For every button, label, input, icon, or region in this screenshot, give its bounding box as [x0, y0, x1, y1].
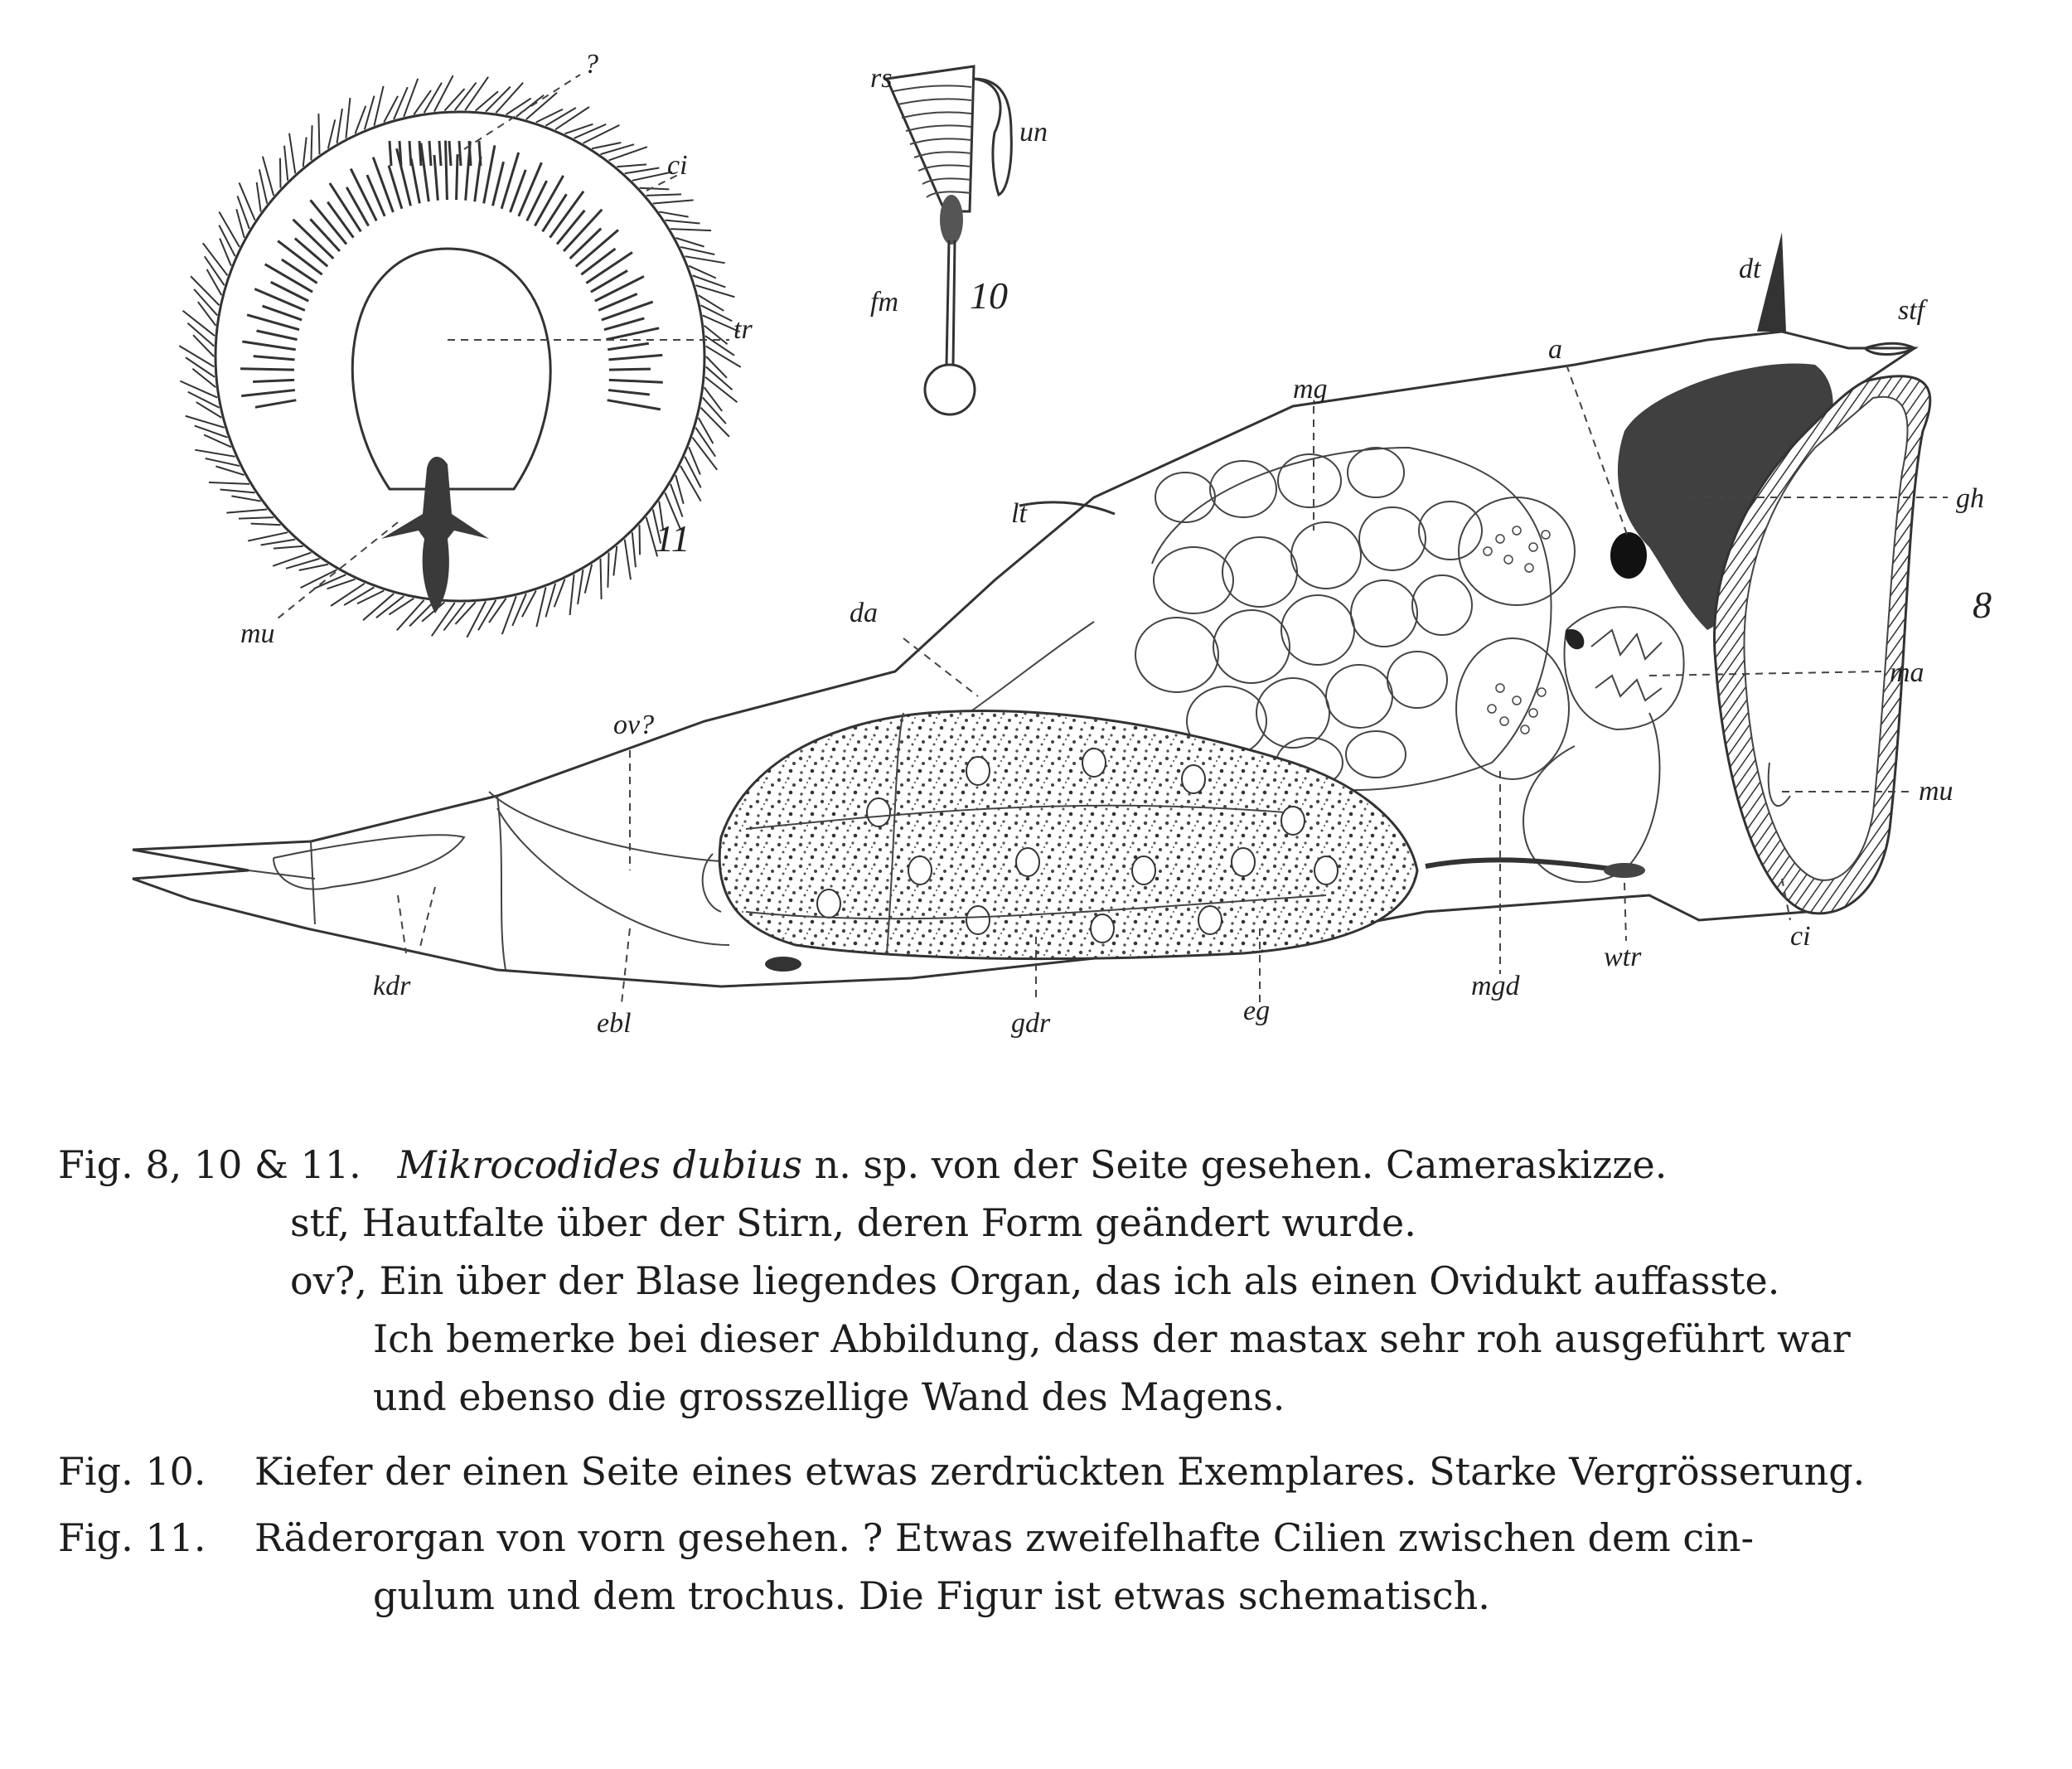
caption-line-4: Ich bemerke bei dieser Abbildung, dass der mastax sehr roh ausgeführt war [373, 1316, 1851, 1361]
label-mgd: mgd [1471, 971, 1520, 1001]
jaw-ridges [893, 85, 971, 197]
label-a: a [1548, 334, 1562, 365]
mouth-funnel [381, 457, 489, 613]
gastric-gland-upper [1459, 497, 1575, 605]
label-ci: ci [667, 150, 688, 181]
figure-11 [179, 49, 753, 649]
label-tr: tr [733, 314, 753, 345]
label-dt: dt [1739, 254, 1761, 284]
figure-10 [870, 63, 1048, 414]
caption-line-1 [58, 1136, 1667, 1194]
label-eg: eg [1243, 996, 1271, 1026]
label-ma: ma [1890, 657, 1924, 688]
caption-line-7-text: Räderorgan von vorn gesehen. ? Etwas zweifelhafte Cilien zwischen dem cin- [254, 1515, 1755, 1560]
label-ci-fig8: ci [1790, 921, 1811, 952]
uncus [974, 79, 1011, 195]
gastric-gland-lower [1456, 638, 1569, 779]
caption-line-6 [58, 1442, 1865, 1500]
label-ov: ov? [613, 710, 655, 740]
bladder-spot [765, 957, 801, 972]
caption-fig-11-ref: Fig. 11. [58, 1515, 206, 1560]
fulcrum-knot [940, 195, 963, 245]
label-gh: gh [1956, 483, 1984, 514]
caption-species-name: Mikrocodides dubius [397, 1142, 802, 1187]
caption-line-3: ov?, Ein über der Blase liegendes Organ, das ich als einen Ovidukt auffasste. [290, 1258, 1780, 1303]
label-kdr: kdr [373, 971, 411, 1001]
dorsal-antenna [1757, 232, 1786, 332]
label-mg: mg [1293, 374, 1328, 405]
eye-spot [1610, 532, 1647, 579]
label-da: da [850, 598, 878, 628]
label-fm: fm [870, 287, 898, 317]
label-rs: rs [870, 63, 893, 94]
caption-line-2: stf, Hautfalte über der Stirn, deren Form geändert wurde. [290, 1200, 1416, 1245]
manubrium-end [925, 365, 975, 414]
figure-number-11: 11 [655, 517, 690, 560]
label-mu-fig8: mu [1919, 776, 1953, 807]
trochus-oval [352, 249, 550, 489]
gland-duct [1426, 860, 1624, 870]
caption-line-8: gulum und dem trochus. Die Figur ist etwas schematisch. [373, 1573, 1490, 1618]
label-gdr: gdr [1011, 1008, 1051, 1039]
lateral-antenna [1019, 502, 1115, 514]
label-stf: stf [1898, 295, 1925, 326]
gland-granules [1484, 526, 1550, 734]
label-question: ? [584, 49, 598, 80]
trochus-cilia [240, 141, 663, 410]
wimper-organ [1604, 863, 1645, 878]
figure-8 [133, 232, 1992, 1039]
caption-line-6-text: Kiefer der einen Seite eines etwas zerdrückten Exemplares. Starke Vergrösserung. [254, 1449, 1866, 1494]
foot-gland [274, 835, 464, 889]
caption-fig-ref: Fig. 8, 10 & 11. [58, 1142, 361, 1187]
oesophagus-sac [1523, 713, 1659, 882]
label-un: un [1019, 117, 1048, 148]
label-wtr: wtr [1604, 942, 1642, 972]
figure-number-8: 8 [1973, 584, 1992, 626]
caption-line-5: und ebenso die grosszellige Wand des Magens. [373, 1374, 1285, 1419]
caption-line-7 [58, 1509, 1754, 1567]
label-lt: lt [1011, 498, 1027, 529]
figure-number-10: 10 [970, 274, 1008, 317]
yolk-gland [719, 711, 1417, 959]
label-mu: mu [240, 618, 275, 649]
label-ebl: ebl [597, 1008, 632, 1039]
caption-fig-10-ref: Fig. 10. [58, 1449, 206, 1494]
caption-line-1-text: n. sp. von der Seite gesehen. Cameraskizze. [814, 1142, 1668, 1187]
mastax [1565, 607, 1684, 729]
